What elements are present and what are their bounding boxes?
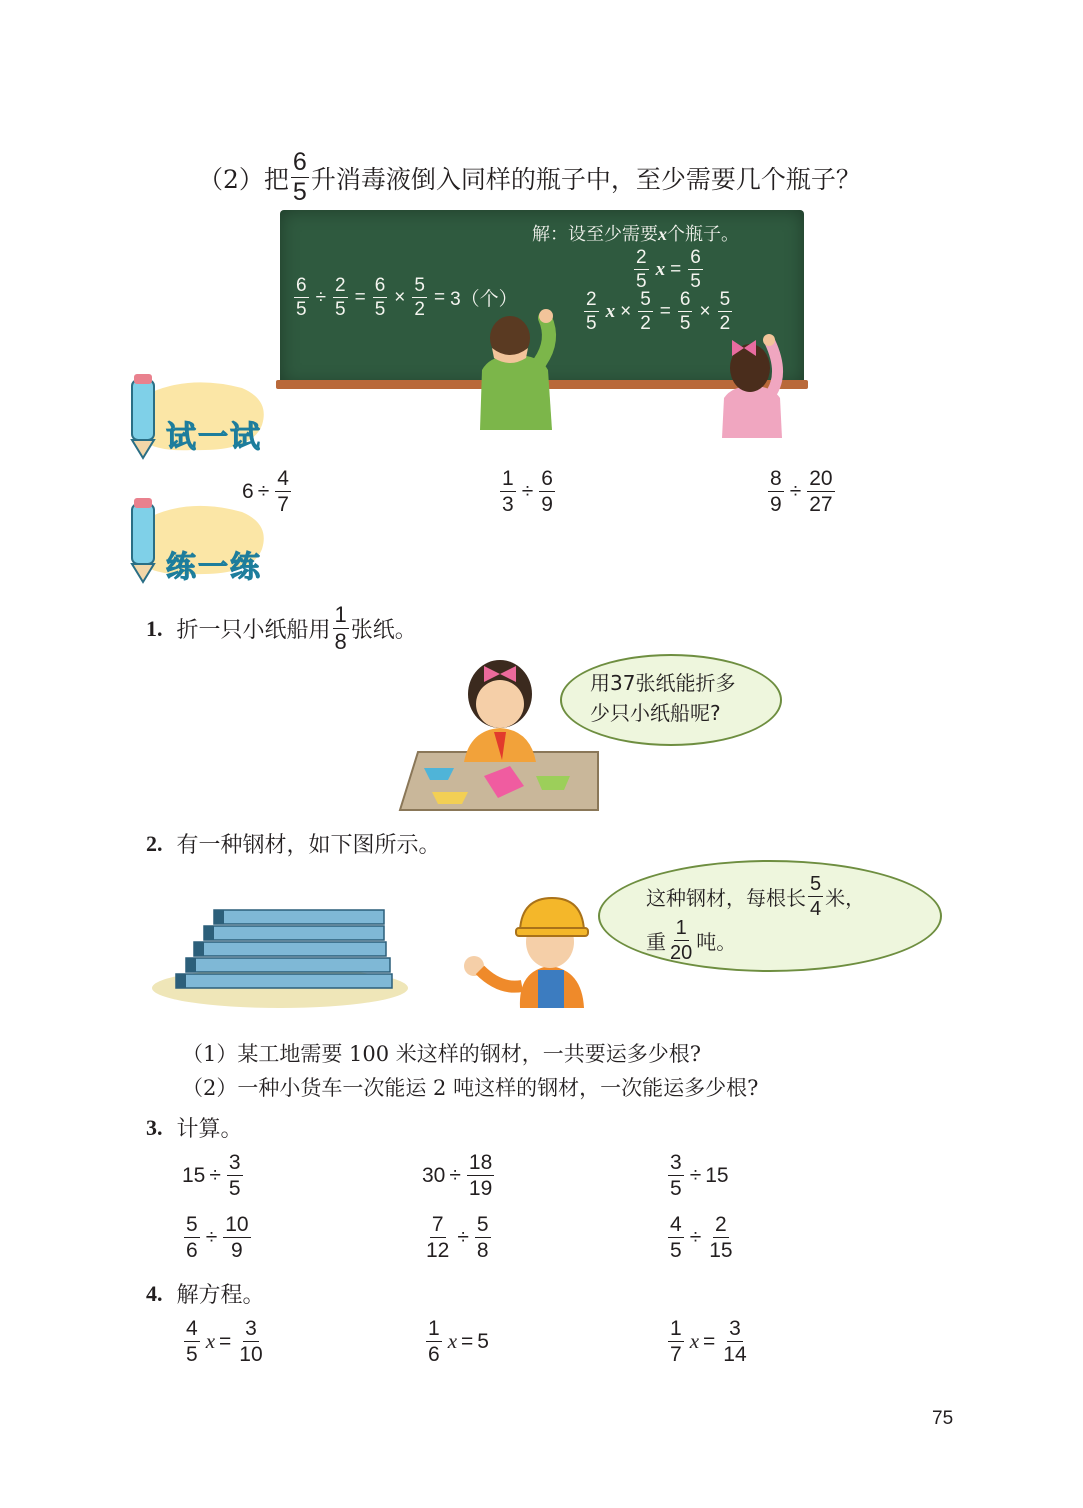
variable: x bbox=[655, 258, 666, 280]
question-3 bbox=[146, 1112, 243, 1143]
equation-item-1 bbox=[182, 1318, 267, 1365]
worker-illustration bbox=[460, 890, 600, 1008]
operator: ÷ bbox=[689, 1225, 702, 1249]
operand: 15 bbox=[182, 1163, 206, 1187]
question-number: 4. bbox=[146, 1280, 163, 1306]
operator: ÷ bbox=[521, 479, 534, 503]
operator: × bbox=[620, 300, 632, 322]
fraction: $\frac{4}{5}$ bbox=[670, 1213, 682, 1262]
question-2 bbox=[146, 828, 441, 859]
calc-item-6 bbox=[666, 1214, 737, 1261]
girl-illustration bbox=[712, 328, 792, 438]
equals: = bbox=[703, 1329, 716, 1353]
fraction: $\frac{1}{7}$ bbox=[670, 1317, 682, 1366]
board-fraction: $\frac{6}{5}$ bbox=[679, 289, 691, 334]
equals: = bbox=[461, 1329, 474, 1353]
try-section-title: 试一试 bbox=[166, 420, 262, 455]
bubble-text: 少只小纸船呢? bbox=[590, 701, 721, 725]
operator: × bbox=[394, 286, 406, 308]
steel-beams-illustration bbox=[150, 900, 410, 1012]
denominator: 5 bbox=[292, 178, 307, 206]
variable: x bbox=[205, 1329, 216, 1353]
board-fraction: $\frac{2}{5}$ bbox=[586, 289, 597, 334]
page-number: 75 bbox=[932, 1408, 954, 1429]
fraction: $\frac{3}{5}$ bbox=[228, 1151, 241, 1200]
question-1-speech-bubble bbox=[560, 654, 782, 746]
board-equation-1 bbox=[632, 248, 705, 291]
bubble-text: 米， bbox=[825, 886, 866, 910]
bubble-text: 吨。 bbox=[696, 930, 737, 954]
bubble-text: 重 bbox=[646, 930, 666, 954]
solution-label-text: 解：设至少需要 bbox=[532, 224, 658, 244]
fraction: $\frac{6}{9}$ bbox=[541, 467, 553, 516]
question-text: 解方程。 bbox=[176, 1283, 265, 1308]
operator: ÷ bbox=[789, 479, 802, 503]
calc-item-2 bbox=[422, 1152, 496, 1199]
equals: = bbox=[433, 286, 446, 308]
question-2-sub-1: （1）某工地需要 100 米这样的钢材，一共要运多少根? bbox=[182, 1042, 702, 1066]
operand: 30 bbox=[422, 1163, 446, 1187]
example-suffix: 升消毒液倒入同样的瓶子中，至少需要几个瓶子？ bbox=[310, 164, 861, 194]
fraction: $\frac{5}{8}$ bbox=[476, 1213, 489, 1262]
operator: ÷ bbox=[689, 1163, 702, 1187]
question-number: 3. bbox=[146, 1114, 163, 1140]
fraction: $\frac{2}{15}$ bbox=[709, 1213, 733, 1262]
fraction: $\frac{1}{20}$ bbox=[670, 917, 693, 964]
question-text: 有一种钢材，如下图所示。 bbox=[176, 833, 441, 858]
equation-item-2 bbox=[424, 1318, 489, 1365]
example-prefix: （2）把 bbox=[198, 164, 289, 194]
bubble-text: 用37张纸能折多 bbox=[590, 671, 736, 695]
fraction: $\frac{10}{9}$ bbox=[225, 1213, 249, 1262]
fraction: $\frac{5}{6}$ bbox=[186, 1213, 198, 1262]
boy-illustration bbox=[460, 300, 570, 430]
fraction: $\frac{5}{4}$ bbox=[810, 873, 822, 920]
question-1 bbox=[146, 604, 417, 653]
question-text: 张纸。 bbox=[350, 618, 417, 643]
variable: x bbox=[447, 1329, 458, 1353]
board-fraction: $\frac{2}{5}$ bbox=[636, 247, 647, 292]
result: 3（个） bbox=[450, 289, 518, 310]
equals: = bbox=[670, 258, 682, 280]
operator: ÷ bbox=[257, 479, 270, 503]
operand: 5 bbox=[477, 1329, 489, 1353]
board-equation-2 bbox=[582, 290, 734, 333]
equals: = bbox=[354, 286, 366, 308]
fraction: $\frac{1}{6}$ bbox=[428, 1317, 440, 1366]
equals: = bbox=[219, 1329, 232, 1353]
calc-item-3 bbox=[666, 1152, 729, 1199]
numerator: 6 bbox=[292, 148, 307, 176]
operand: 6 bbox=[242, 479, 254, 503]
calc-item-5 bbox=[422, 1214, 493, 1261]
question-text: 折一只小纸船用 bbox=[176, 618, 331, 643]
bubble-text: 这种钢材，每根长 bbox=[646, 886, 806, 910]
try-item-2 bbox=[498, 468, 557, 515]
question-number: 1. bbox=[146, 615, 163, 641]
operator: ÷ bbox=[209, 1163, 221, 1187]
fraction: $\frac{8}{9}$ bbox=[770, 467, 782, 516]
question-2-speech-bubble bbox=[598, 860, 942, 972]
operator: ÷ bbox=[449, 1163, 461, 1187]
operator: ÷ bbox=[457, 1225, 469, 1249]
fraction: $\frac{18}{19}$ bbox=[468, 1151, 493, 1200]
operand: 15 bbox=[705, 1163, 729, 1187]
example-fraction bbox=[291, 150, 309, 205]
board-fraction: $\frac{6}{5}$ bbox=[690, 247, 701, 292]
calc-item-4 bbox=[182, 1214, 253, 1261]
example-question bbox=[198, 150, 861, 205]
fraction: $\frac{3}{5}$ bbox=[670, 1151, 682, 1200]
fraction: $\frac{7}{12}$ bbox=[426, 1213, 450, 1262]
equation-item-3 bbox=[666, 1318, 751, 1365]
question-text: 计算。 bbox=[176, 1117, 243, 1142]
practice-section-title: 练一练 bbox=[166, 550, 262, 585]
operator: ÷ bbox=[205, 1225, 218, 1249]
paper-boat-girl-illustration bbox=[398, 652, 604, 814]
board-fraction: $\frac{6}{5}$ bbox=[374, 275, 386, 320]
fraction: $\frac{4}{5}$ bbox=[186, 1317, 198, 1366]
question-2-sub-2: （2）一种小货车一次能运 2 吨这样的钢材，一次能运多少根? bbox=[182, 1076, 759, 1100]
fraction: $\frac{1}{8}$ bbox=[334, 602, 347, 654]
solution-tail: 个瓶子。 bbox=[667, 224, 739, 244]
operator: × bbox=[699, 300, 711, 322]
variable: x bbox=[605, 300, 616, 322]
question-4 bbox=[146, 1278, 265, 1309]
variable: x bbox=[689, 1329, 700, 1353]
board-fraction: $\frac{2}{5}$ bbox=[335, 275, 346, 320]
try-item-3 bbox=[766, 468, 837, 515]
operator: ÷ bbox=[315, 286, 327, 308]
solution-var: x bbox=[658, 224, 667, 244]
board-fraction: $\frac{6}{5}$ bbox=[296, 275, 307, 320]
board-fraction: $\frac{5}{2}$ bbox=[640, 289, 651, 334]
equals: = bbox=[659, 300, 671, 322]
board-fraction: $\frac{5}{2}$ bbox=[414, 275, 425, 320]
fraction: $\frac{4}{7}$ bbox=[277, 467, 289, 516]
fraction: $\frac{3}{14}$ bbox=[723, 1317, 747, 1366]
board-solution-label bbox=[532, 220, 739, 246]
board-fraction: $\frac{5}{2}$ bbox=[719, 289, 731, 334]
fraction: $\frac{1}{3}$ bbox=[502, 467, 514, 516]
fraction: $\frac{3}{10}$ bbox=[239, 1317, 263, 1366]
fraction: $\frac{20}{27}$ bbox=[809, 467, 833, 516]
calc-item-1 bbox=[182, 1152, 245, 1199]
question-number: 2. bbox=[146, 830, 163, 856]
